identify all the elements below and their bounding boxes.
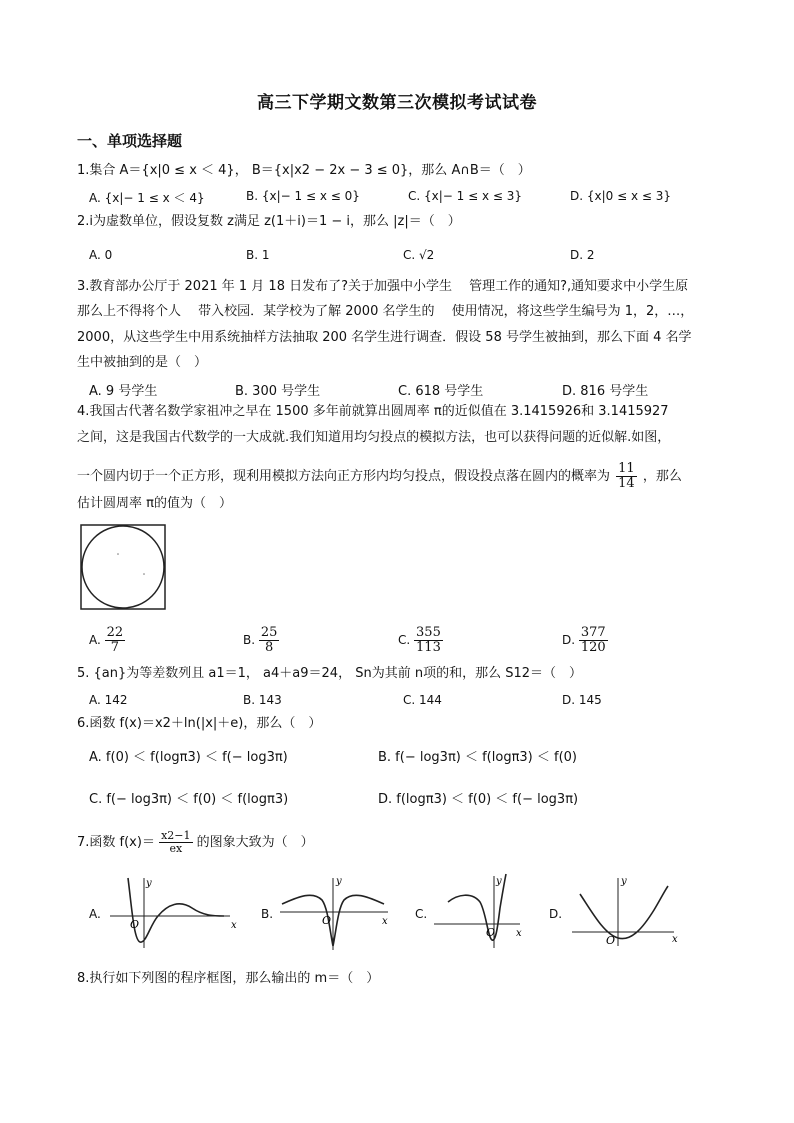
question-4-option-b xyxy=(243,626,279,655)
origin-label: O xyxy=(322,914,332,927)
question-6-option-b: B. f(− log3π) ＜ f(logπ3) ＜ f(0) xyxy=(378,750,577,765)
question-5-option-c: C. 144 xyxy=(403,693,442,707)
question-2-option-c: C. √2 xyxy=(403,248,435,262)
question-6-option-d: D. f(logπ3) ＜ f(0) ＜ f(− log3π) xyxy=(378,792,579,807)
probability-numerator: 11 xyxy=(618,461,635,476)
question-3-line-3: 2000，从这些学生中用系统抽样方法抽取 200 名学生进行调查．假设 58 号学生被抽到，那么下面 4 名学 xyxy=(77,330,692,345)
option-letter: C. xyxy=(398,633,411,647)
question-3-option-b: B. 300 号学生 xyxy=(235,384,321,399)
question-4-line-2: 之间，这是我国古代数学的一大成就.我们知道用均匀投点的模拟方法，也可以获得问题的近似解.如图， xyxy=(77,430,671,445)
question-6-stem: 6.函数 f(x)＝x2＋ln(|x|＋e)，那么（ ） xyxy=(77,716,322,731)
probability-fraction xyxy=(616,462,637,491)
graph-d xyxy=(570,872,682,948)
question-1-option-c: C. {x|− 1 ≤ x ≤ 3} xyxy=(408,189,523,203)
question-5-option-a: A. 142 xyxy=(89,693,128,707)
question-1-option-b: B. {x|− 1 ≤ x ≤ 0} xyxy=(246,189,360,203)
option-fraction xyxy=(579,626,608,655)
question-7-option-d: D. xyxy=(549,907,563,921)
question-5-option-b: B. 143 xyxy=(243,693,282,707)
option-denominator: 7 xyxy=(110,640,120,655)
sample-point xyxy=(143,573,145,575)
option-letter: A. xyxy=(89,633,101,647)
question-7-option-b: B. xyxy=(261,907,274,921)
question-4-line-3-end: ，那么 xyxy=(642,469,682,484)
graph-c xyxy=(432,868,526,952)
y-axis-label: y xyxy=(496,876,502,887)
circle-shape xyxy=(82,526,164,608)
question-4-option-c xyxy=(398,626,443,655)
question-7-stem-post: 的图象大致为（ ） xyxy=(196,835,314,850)
question-6-option-c: C. f(− log3π) ＜ f(0) ＜ f(logπ3) xyxy=(89,792,289,807)
function-denominator: ex xyxy=(169,842,183,855)
option-fraction xyxy=(414,626,443,655)
question-8-stem: 8.执行如下列图的程序框图，那么输出的 m＝（ ） xyxy=(77,971,380,986)
option-denominator: 8 xyxy=(265,640,274,655)
question-7-stem-pre: 7.函数 f(x)＝ xyxy=(77,835,155,850)
page-title: 高三下学期文数第三次模拟考试试卷 xyxy=(257,93,537,113)
option-denominator: 113 xyxy=(416,640,441,655)
inscribed-circle-figure xyxy=(80,524,168,612)
option-numerator: 355 xyxy=(416,625,441,640)
y-axis-label: y xyxy=(621,876,627,887)
question-3-option-c: C. 618 号学生 xyxy=(398,384,484,399)
question-3-option-a: A. 9 号学生 xyxy=(89,384,158,399)
question-7-option-a: A. xyxy=(89,907,101,921)
question-5-stem: 5. {an}为等差数列且 a1＝1， a4＋a9＝24， Sn为其前 n项的和，那么 S12＝（ ） xyxy=(77,666,582,681)
graph-b xyxy=(278,872,394,952)
question-4-option-a xyxy=(89,626,125,655)
option-denominator: 120 xyxy=(580,640,606,655)
option-fraction xyxy=(259,626,280,655)
question-4-line-1: 4.我国古代著名数学家祖冲之早在 1500 多年前就算出圆周率 π的近似值在 3.1415926和 3.1415927 xyxy=(77,404,669,419)
origin-label: O xyxy=(486,926,496,939)
question-2-option-a: A. 0 xyxy=(89,248,113,262)
question-3-line-1: 3.教育部办公厅于 2021 年 1 月 18 日发布了?关于加强中小学生 管理工作的通知?,通知要求中小学生原 xyxy=(77,279,689,294)
option-numerator: 25 xyxy=(260,625,278,640)
function-fraction xyxy=(159,830,192,855)
option-numerator: 377 xyxy=(580,625,606,640)
option-letter: B. xyxy=(243,633,256,647)
curve xyxy=(580,886,668,939)
question-3-line-2: 那么上不得将个人 带入校园．某学校为了解 2000 名学生的 使用情况，将这些学生编号为 1，2，…， xyxy=(77,304,694,319)
origin-label: O xyxy=(130,918,140,931)
curve xyxy=(128,878,224,942)
question-4-option-d xyxy=(562,626,608,655)
question-7-option-c: C. xyxy=(415,907,428,921)
x-axis-label: x xyxy=(516,928,522,939)
option-letter: D. xyxy=(562,633,576,647)
sample-point xyxy=(117,553,119,555)
graph-a xyxy=(106,870,238,952)
option-numerator: 22 xyxy=(106,625,124,640)
question-7-stem xyxy=(77,830,314,855)
question-4-line-3 xyxy=(77,462,682,491)
probability-denominator: 14 xyxy=(618,476,635,491)
y-axis-label: y xyxy=(336,876,342,887)
question-5-option-d: D. 145 xyxy=(562,693,602,707)
question-4-line-4: 估计圆周率 π的值为（ ） xyxy=(77,496,232,511)
function-numerator: x2−1 xyxy=(161,829,191,842)
x-axis-label: x xyxy=(231,920,237,931)
question-1-option-d: D. {x|0 ≤ x ≤ 3} xyxy=(570,189,672,203)
question-4-line-3-text: 一个圆内切于一个正方形，现利用模拟方法向正方形内均匀投点，假设投点落在圆内的概率为 xyxy=(77,469,611,484)
question-2-option-d: D. 2 xyxy=(570,248,595,262)
question-1-stem: 1.集合 A＝{x|0 ≤ x ＜ 4}， B＝{x|x2 − 2x − 3 ≤ 0}，那么 A∩B＝（ ） xyxy=(77,163,531,178)
question-2-option-b: B. 1 xyxy=(246,248,270,262)
question-3-option-d: D. 816 号学生 xyxy=(562,384,649,399)
question-3-line-4: 生中被抽到的是（ ） xyxy=(77,355,208,370)
section-heading: 一、单项选择题 xyxy=(77,132,183,150)
option-fraction xyxy=(105,626,126,655)
question-2-stem: 2.i为虚数单位，假设复数 z满足 z(1＋i)＝1 − i，那么 |z|＝（ ） xyxy=(77,214,461,229)
origin-label: O xyxy=(606,934,616,947)
question-6-option-a: A. f(0) ＜ f(logπ3) ＜ f(− log3π) xyxy=(89,750,288,765)
question-1-option-a: A. {x|− 1 ≤ x ＜ 4} xyxy=(89,191,205,205)
x-axis-label: x xyxy=(382,916,388,927)
x-axis-label: x xyxy=(672,934,678,945)
y-axis-label: y xyxy=(146,878,152,889)
